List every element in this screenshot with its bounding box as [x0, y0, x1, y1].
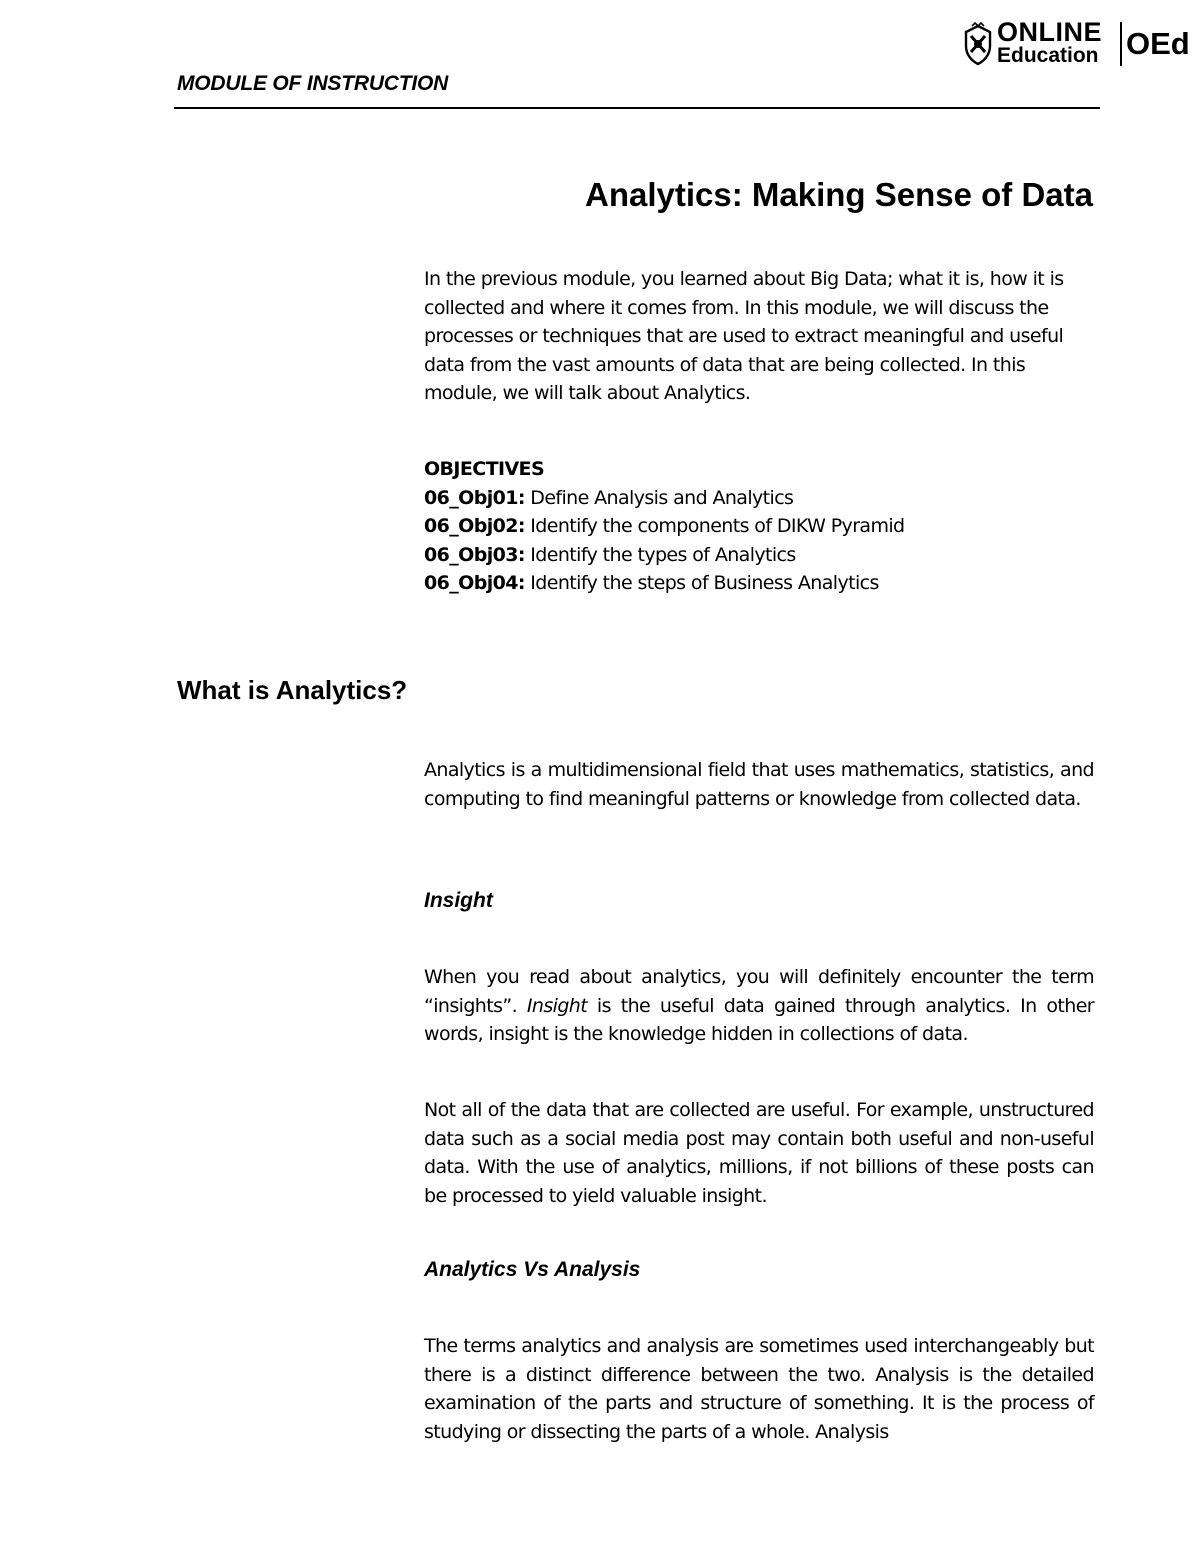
logo-divider	[1120, 22, 1122, 66]
objective-code: 06_Obj02:	[424, 515, 525, 538]
objective-text: Define Analysis and Analytics	[524, 486, 794, 509]
insight-paragraph	[424, 963, 1094, 1049]
objective-code: 06_Obj03:	[424, 543, 525, 566]
page-title: Analytics: Making Sense of Data	[585, 176, 1093, 213]
online-education-logo	[960, 17, 1190, 70]
analytics-vs-analysis-heading: Analytics Vs Analysis	[424, 1258, 641, 1281]
objective-code: 06_Obj01:	[424, 486, 525, 509]
objective-item	[424, 541, 1094, 570]
logo-online-text: ONLINE	[997, 17, 1103, 47]
objective-text: Identify the types of Analytics	[524, 543, 796, 566]
header-rule	[174, 107, 1100, 109]
definition-paragraph: Analytics is a multidimensional field that uses mathematics, statistics, and computing to find meaningful patterns or knowledge from collected data.	[424, 759, 1094, 810]
intro-paragraph: In the previous module, you learned about Big Data; what it is, how it is collected and where it comes from. In this module, we will discuss the processes or techniques that are used to extract meaningful and useful data from the vast amounts of data that are being collected. In this module, we will talk about Analytics.	[424, 268, 1064, 405]
analytics-vs-analysis-paragraph: The terms analytics and analysis are sometimes used interchangeably but there is a distinct difference between the two. Analysis is the detailed examination of the parts and structure of something. It is the process of studying or dissecting the parts of a whole. Analysis	[424, 1335, 1094, 1443]
logo-oed-text: OEd	[1126, 26, 1190, 61]
insight-paragraph-2: Not all of the data that are collected are useful. For example, unstructured data such as a social media post may contain both useful and non-useful data. With the use of analytics, millions, if not billions of these posts can be processed to yield valuable insight.	[424, 1099, 1094, 1207]
insight-term: Insight	[526, 994, 588, 1017]
insight-text-b: is the useful data gained through analytics. In other words, insight is the knowledge hidden in collections of data.	[424, 994, 1094, 1046]
objective-code: 06_Obj04:	[424, 572, 525, 595]
section-heading: What is Analytics?	[177, 675, 408, 705]
insight-heading: Insight	[424, 889, 493, 912]
objective-item	[424, 512, 1094, 541]
shield-crest-icon	[962, 22, 994, 66]
objective-item	[424, 484, 1094, 513]
objectives-heading: OBJECTIVES	[424, 458, 545, 480]
objective-text: Identify the components of DIKW Pyramid	[524, 515, 905, 538]
objective-item	[424, 569, 1094, 598]
logo-education-text: Education	[997, 44, 1099, 67]
objectives-block	[424, 455, 1094, 598]
module-label: MODULE OF INSTRUCTION	[177, 72, 449, 95]
insight-text-a: When you read about analytics, you will definitely encounter the term “insights”.	[424, 966, 1094, 1017]
objective-text: Identify the steps of Business Analytics	[524, 572, 879, 595]
